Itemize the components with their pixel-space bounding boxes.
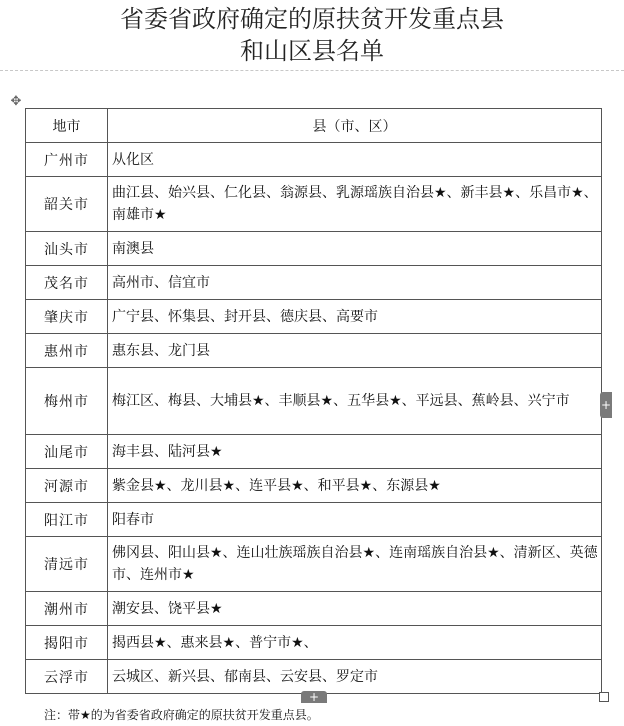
table-row — [26, 334, 602, 368]
city-cell: 广州市 — [26, 143, 108, 177]
table-row — [26, 660, 602, 694]
table-row — [26, 232, 602, 266]
bottom-add-tab[interactable] — [301, 691, 327, 703]
table-row — [26, 177, 602, 232]
city-cell: 河源市 — [26, 469, 108, 503]
counties-cell: 紫金县★、龙川县★、连平县★、和平县★、东源县★ — [108, 469, 602, 503]
table-row — [26, 143, 602, 177]
counties-cell: 从化区 — [108, 143, 602, 177]
counties-cell: 曲江县、始兴县、仁化县、翁源县、乳源瑶族自治县★、新丰县★、乐昌市★、南雄市★ — [108, 177, 602, 232]
table-header-row — [26, 109, 602, 143]
table-row — [26, 435, 602, 469]
city-cell: 汕头市 — [26, 232, 108, 266]
counties-cell: 佛冈县、阳山县★、连山壮族瑶族自治县★、连南瑶族自治县★、清新区、英德市、连州市★ — [108, 537, 602, 592]
counties-cell: 惠东县、龙门县 — [108, 334, 602, 368]
county-table — [25, 108, 602, 694]
plus-icon: + — [308, 690, 320, 704]
city-cell: 清远市 — [26, 537, 108, 592]
counties-cell: 海丰县、陆河县★ — [108, 435, 602, 469]
plus-icon: + — [600, 398, 612, 412]
header-city: 地市 — [26, 109, 108, 143]
title-line-1: 省委省政府确定的原扶贫开发重点县 — [120, 5, 504, 33]
table-row — [26, 626, 602, 660]
counties-cell: 揭西县★、惠来县★、普宁市★、 — [108, 626, 602, 660]
header-counties: 县（市、区） — [108, 109, 602, 143]
counties-cell: 云城区、新兴县、郁南县、云安县、罗定市 — [108, 660, 602, 694]
page-edge-divider — [0, 70, 624, 71]
table-row — [26, 300, 602, 334]
city-cell: 惠州市 — [26, 334, 108, 368]
counties-cell: 阳春市 — [108, 503, 602, 537]
city-cell: 云浮市 — [26, 660, 108, 694]
table-row — [26, 368, 602, 435]
table-row — [26, 469, 602, 503]
table-row — [26, 266, 602, 300]
city-cell: 汕尾市 — [26, 435, 108, 469]
side-add-tab[interactable] — [600, 392, 612, 418]
city-cell: 韶关市 — [26, 177, 108, 232]
table-resize-handle[interactable] — [599, 692, 609, 702]
title-line-2: 和山区县名单 — [240, 37, 384, 65]
counties-cell: 高州市、信宜市 — [108, 266, 602, 300]
city-cell: 肇庆市 — [26, 300, 108, 334]
city-cell: 潮州市 — [26, 592, 108, 626]
city-cell: 茂名市 — [26, 266, 108, 300]
counties-cell: 广宁县、怀集县、封开县、德庆县、高要市 — [108, 300, 602, 334]
table-row — [26, 503, 602, 537]
footnote: 注：带★的为省委省政府确定的原扶贫开发重点县。 — [44, 708, 319, 722]
move-cross-icon[interactable]: ✥ — [10, 94, 22, 109]
table-row — [26, 537, 602, 592]
table-row — [26, 592, 602, 626]
city-cell: 阳江市 — [26, 503, 108, 537]
counties-cell: 梅江区、梅县、大埔县★、丰顺县★、五华县★、平远县、蕉岭县、兴宁市 — [108, 368, 602, 435]
counties-cell: 潮安县、饶平县★ — [108, 592, 602, 626]
city-cell: 揭阳市 — [26, 626, 108, 660]
city-cell: 梅州市 — [26, 368, 108, 435]
counties-cell: 南澳县 — [108, 232, 602, 266]
